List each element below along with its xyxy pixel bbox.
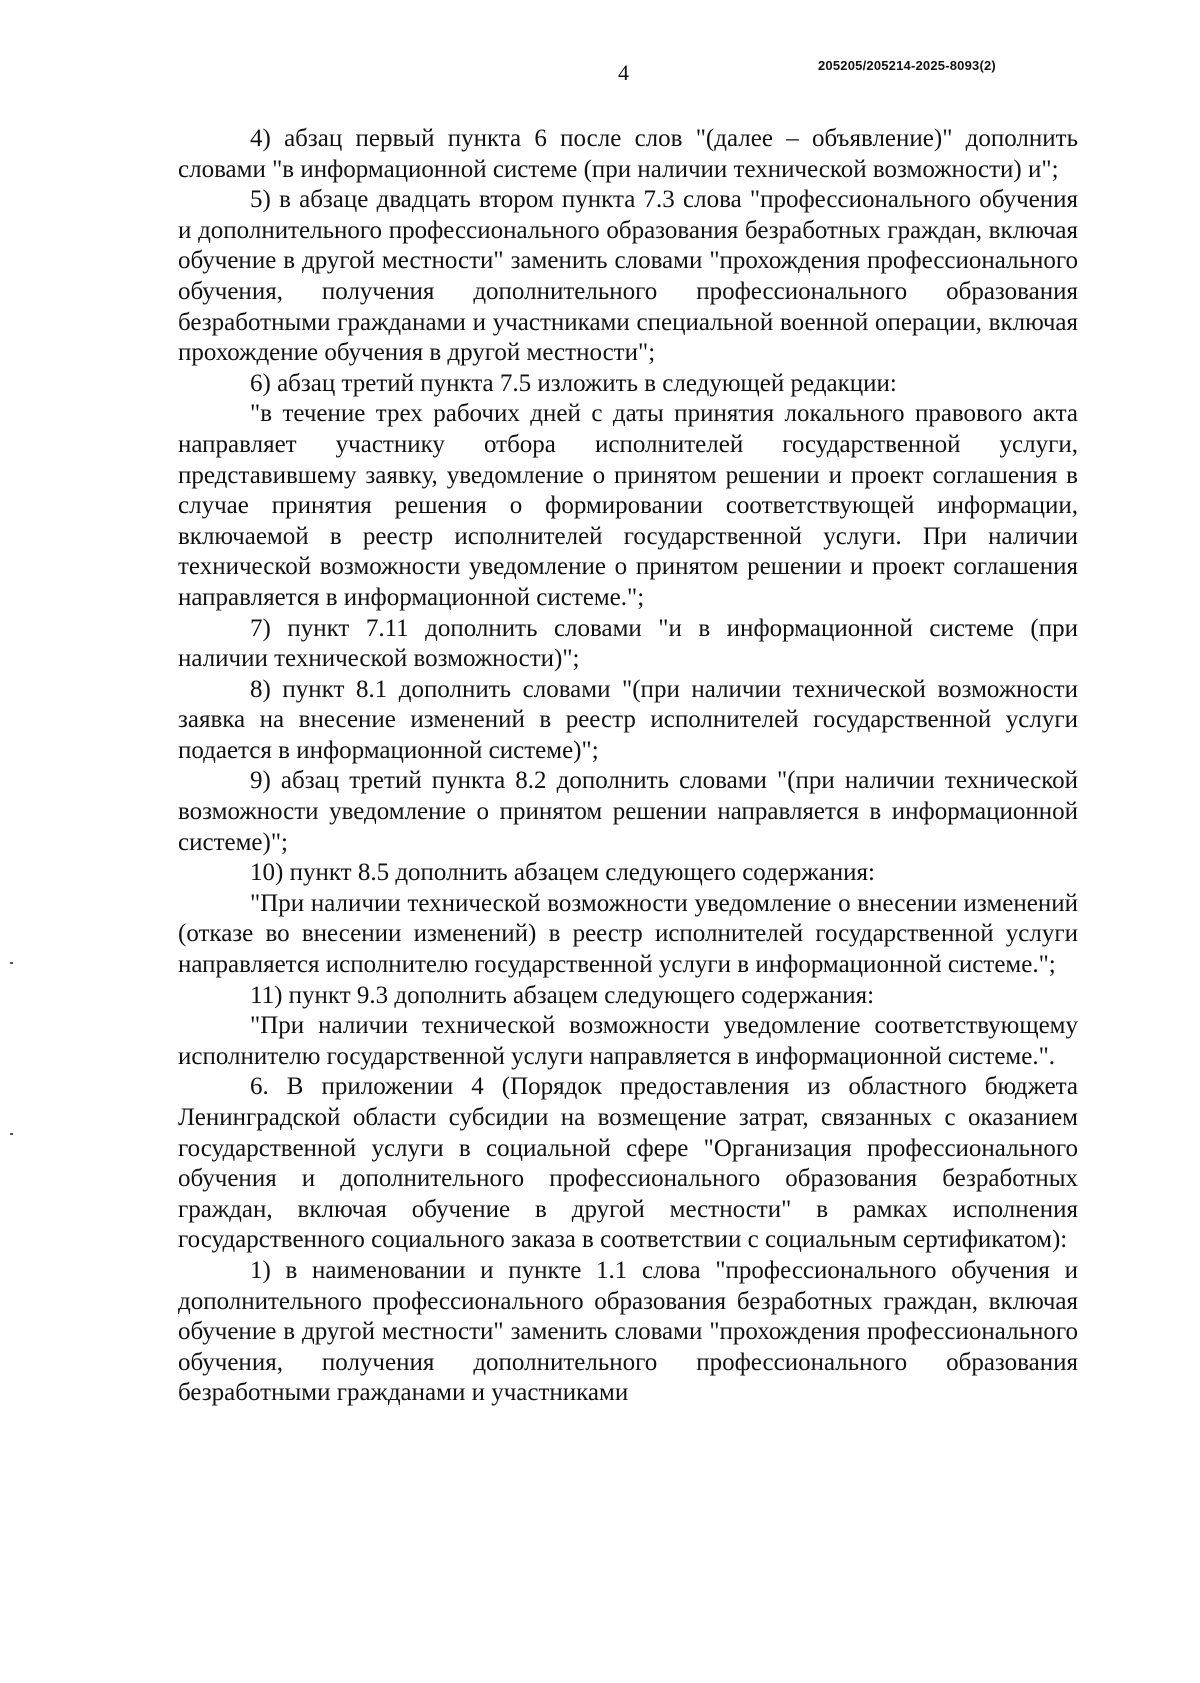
paragraph-quote-8-5: "При наличии технической возможности уведомление о внесении изменений (отказе во внесении изменений) в реестр исполнителей государственной услуги направляется исполнителю государственной услуги в информационной системе."; xyxy=(178,889,1078,979)
document-body xyxy=(178,124,1078,1409)
scan-artifact-mark xyxy=(10,962,13,964)
paragraph-item-7: 7) пункт 7.11 дополнить словами "и в информационной системе (при наличии технической возможности)"; xyxy=(178,614,1078,673)
paragraph-item-11: 11) пункт 9.3 дополнить абзацем следующего содержания: xyxy=(250,981,875,1009)
document-id: 205205/205214-2025-8093(2) xyxy=(818,58,996,73)
page-number: 4 xyxy=(618,60,629,85)
paragraph-section-6-item-1: 1) в наименовании и пункте 1.1 слова "профессионального обучения и дополнительного профессионального образования безработных граждан, включая обучение в другой местности" заменить словами "прохождения профессионального обучения, получения дополнительного профессионального образования безработными гражданами и участниками xyxy=(178,1256,1078,1407)
paragraph-quote-7-5: "в течение трех рабочих дней с даты принятия локального правового акта направляет участнику отбора исполнителей государственной услуги, представившему заявку, уведомление о принятом решении и проект соглашения в случае принятия решения о формировании соответствующей информации, включаемой в реестр исполнителей государственной услуги. При наличии технической возможности уведомление о принятом решении и проект соглашения направляется в информационной системе."; xyxy=(178,400,1078,611)
paragraph-item-9: 9) абзац третий пункта 8.2 дополнить словами "(при наличии технической возможности уведомление о принятом решении направляется в информационной системе)"; xyxy=(178,767,1078,856)
paragraph-item-10: 10) пункт 8.5 дополнить абзацем следующего содержания: xyxy=(250,859,875,887)
paragraph-item-4: 4) абзац первый пункта 6 после слов "(далее – объявление)" дополнить словами "в информационной системе (при наличии технической возможности) и"; xyxy=(178,125,1078,183)
paragraph-section-6: 6. В приложении 4 (Порядок предоставления из областного бюджета Ленинградской области субсидии на возмещение затрат, связанных с оказанием государственной услуги в социальной сфере "Организация профессионального обучения и дополнительного профессионального образования безработных граждан, включая обучение в другой местности" в рамках исполнения государственного социального заказа в соответствии с социальным сертификатом): xyxy=(178,1073,1078,1254)
paragraph-item-8: 8) пункт 8.1 дополнить словами "(при наличии технической возможности заявка на внесение изменений в реестр исполнителей государственной услуги подается в информационной системе)"; xyxy=(178,675,1078,764)
paragraph-quote-9-3: "При наличии технической возможности уведомление соответствующему исполнителю государственной услуги направляется в информационной системе.". xyxy=(178,1012,1078,1070)
paragraph-item-6: 6) абзац третий пункта 7.5 изложить в следующей редакции: xyxy=(250,369,897,397)
scan-artifact-mark xyxy=(10,1133,13,1135)
paragraph-item-5: 5) в абзаце двадцать втором пункта 7.3 слова "профессионального обучения и дополнительного профессионального образования безработных граждан, включая обучение в другой местности" заменить словами "прохождения профессионального обучения, получения дополнительного профессионального образования безработными гражданами и участниками специальной военной операции, включая прохождение обучения в другой местности"; xyxy=(178,186,1078,367)
